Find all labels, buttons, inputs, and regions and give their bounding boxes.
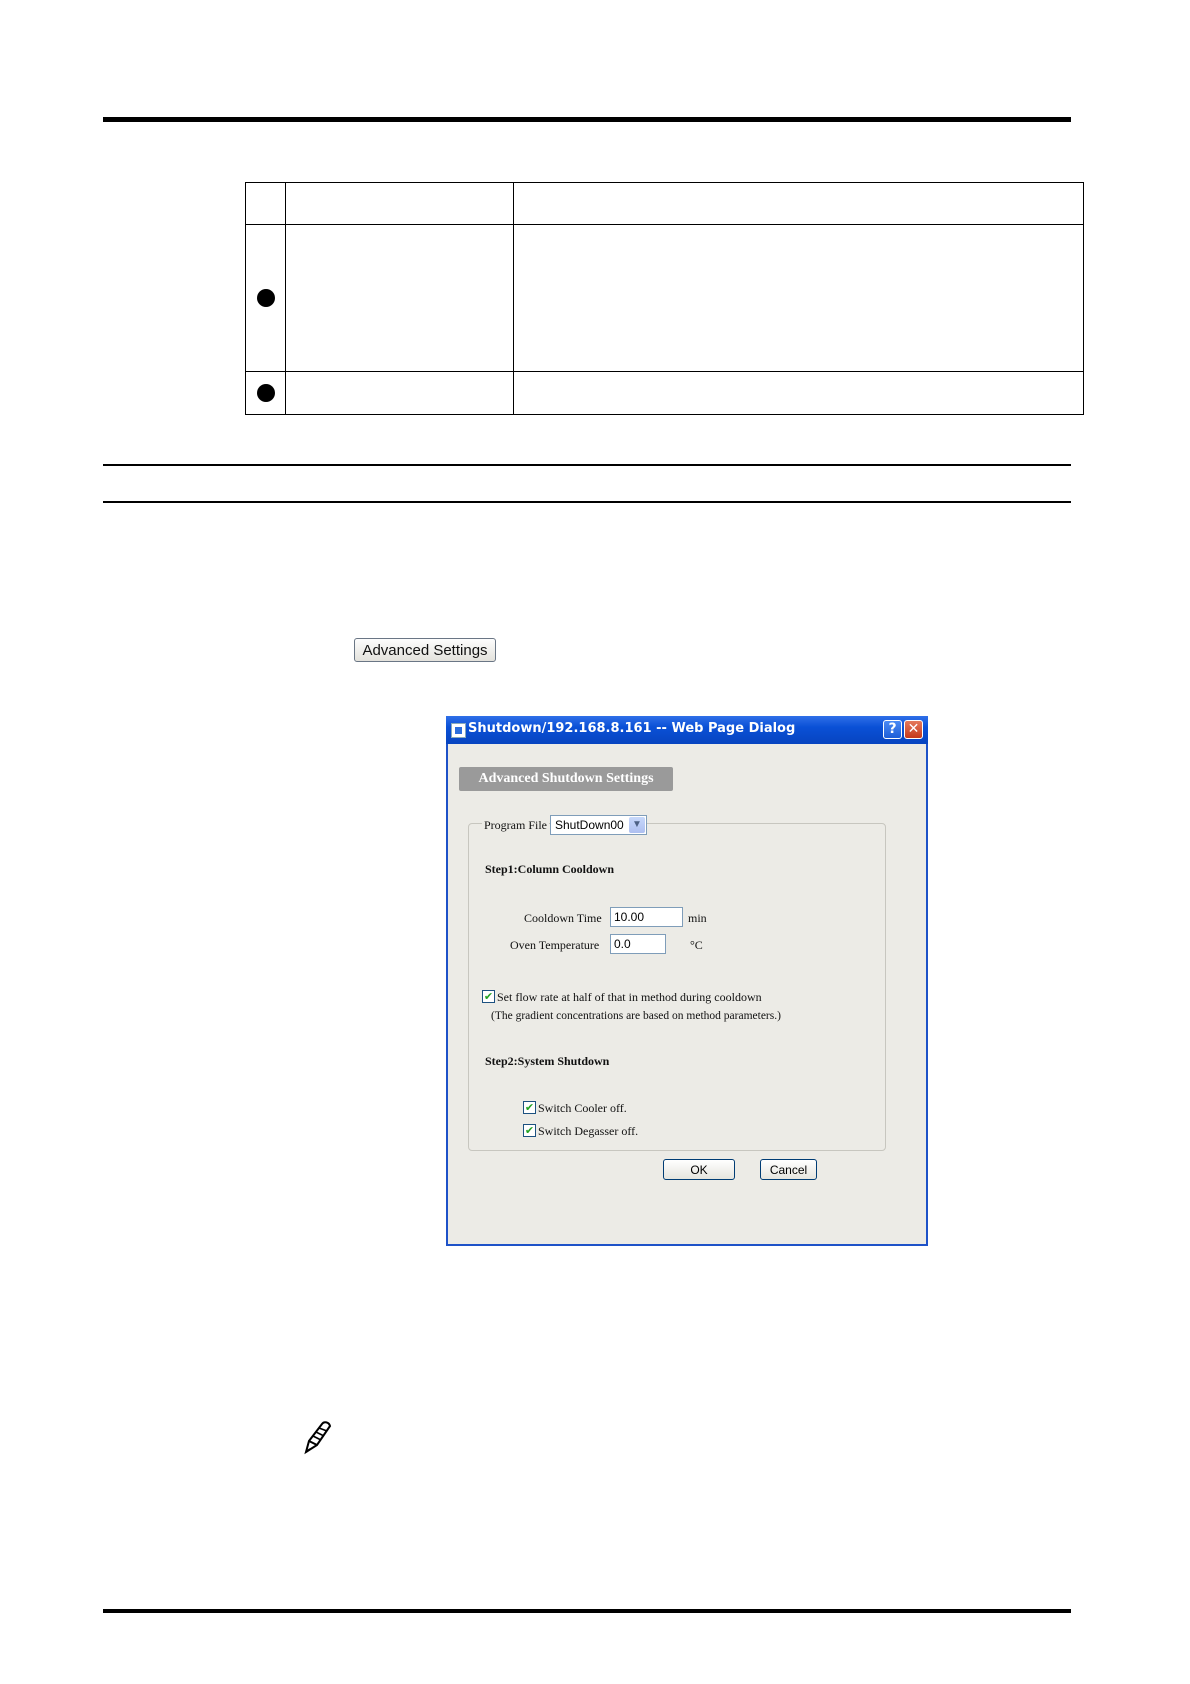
- dialog-title: Shutdown/192.168.8.161 -- Web Page Dialog: [468, 721, 796, 736]
- table-cell: [246, 372, 286, 415]
- cancel-button[interactable]: Cancel: [760, 1159, 817, 1180]
- cooldown-time-unit: min: [688, 911, 707, 925]
- dialog-titlebar[interactable]: [446, 716, 928, 744]
- web-page-icon: [451, 723, 466, 738]
- table-row: [246, 183, 1084, 225]
- table-cell: [246, 183, 286, 225]
- oven-temperature-label: Oven Temperature: [510, 938, 600, 952]
- filled-circle-icon: [257, 384, 275, 402]
- ok-button[interactable]: OK: [663, 1159, 735, 1180]
- program-file-value: ShutDown00: [555, 818, 624, 832]
- table-cell: [514, 225, 1084, 372]
- section-rule-bottom: [103, 501, 1071, 503]
- cooldown-time-input[interactable]: 10.00: [610, 907, 683, 927]
- filled-circle-icon: [257, 289, 275, 307]
- shutdown-dialog: [446, 716, 928, 1246]
- help-button[interactable]: ?: [883, 720, 902, 739]
- switch-cooler-label: Switch Cooler off.: [538, 1101, 627, 1115]
- step2-title: Step2:System Shutdown: [485, 1054, 610, 1068]
- close-button[interactable]: ✕: [904, 720, 923, 739]
- flow-rate-label: Set flow rate at half of that in method during cooldown: [497, 990, 762, 1004]
- table-cell: [514, 372, 1084, 415]
- program-file-select[interactable]: [550, 815, 647, 835]
- section-title: Advanced Shutdown Settings: [459, 767, 673, 791]
- table-row: [246, 372, 1084, 415]
- switch-degasser-label: Switch Degasser off.: [538, 1124, 639, 1138]
- table-cell: [246, 225, 286, 372]
- switch-cooler-checkbox[interactable]: ✔: [524, 1101, 535, 1114]
- footer-rule: [103, 1609, 1071, 1613]
- flow-rate-checkbox[interactable]: ✔: [483, 990, 494, 1003]
- step1-title: Step1:Column Cooldown: [485, 862, 615, 876]
- table-cell: [286, 225, 514, 372]
- program-file-label: Program File: [484, 818, 547, 832]
- table-cell: [286, 372, 514, 415]
- oven-temperature-input[interactable]: 0.0: [610, 934, 666, 954]
- advanced-settings-button[interactable]: Advanced Settings: [354, 638, 496, 662]
- table-row: [246, 225, 1084, 372]
- oven-temperature-unit: °C: [690, 938, 703, 952]
- header-rule: [103, 117, 1071, 122]
- table-cell: [514, 183, 1084, 225]
- cooldown-time-label: Cooldown Time: [524, 911, 602, 925]
- table-cell: [286, 183, 514, 225]
- flow-rate-note: (The gradient concentrations are based on method parameters.): [491, 1010, 781, 1022]
- section-rule-top: [103, 464, 1071, 466]
- spec-table: [245, 182, 1084, 415]
- pencil-note-icon: [302, 1419, 334, 1455]
- switch-degasser-checkbox[interactable]: ✔: [524, 1124, 535, 1137]
- chevron-down-icon[interactable]: ▼: [629, 817, 645, 833]
